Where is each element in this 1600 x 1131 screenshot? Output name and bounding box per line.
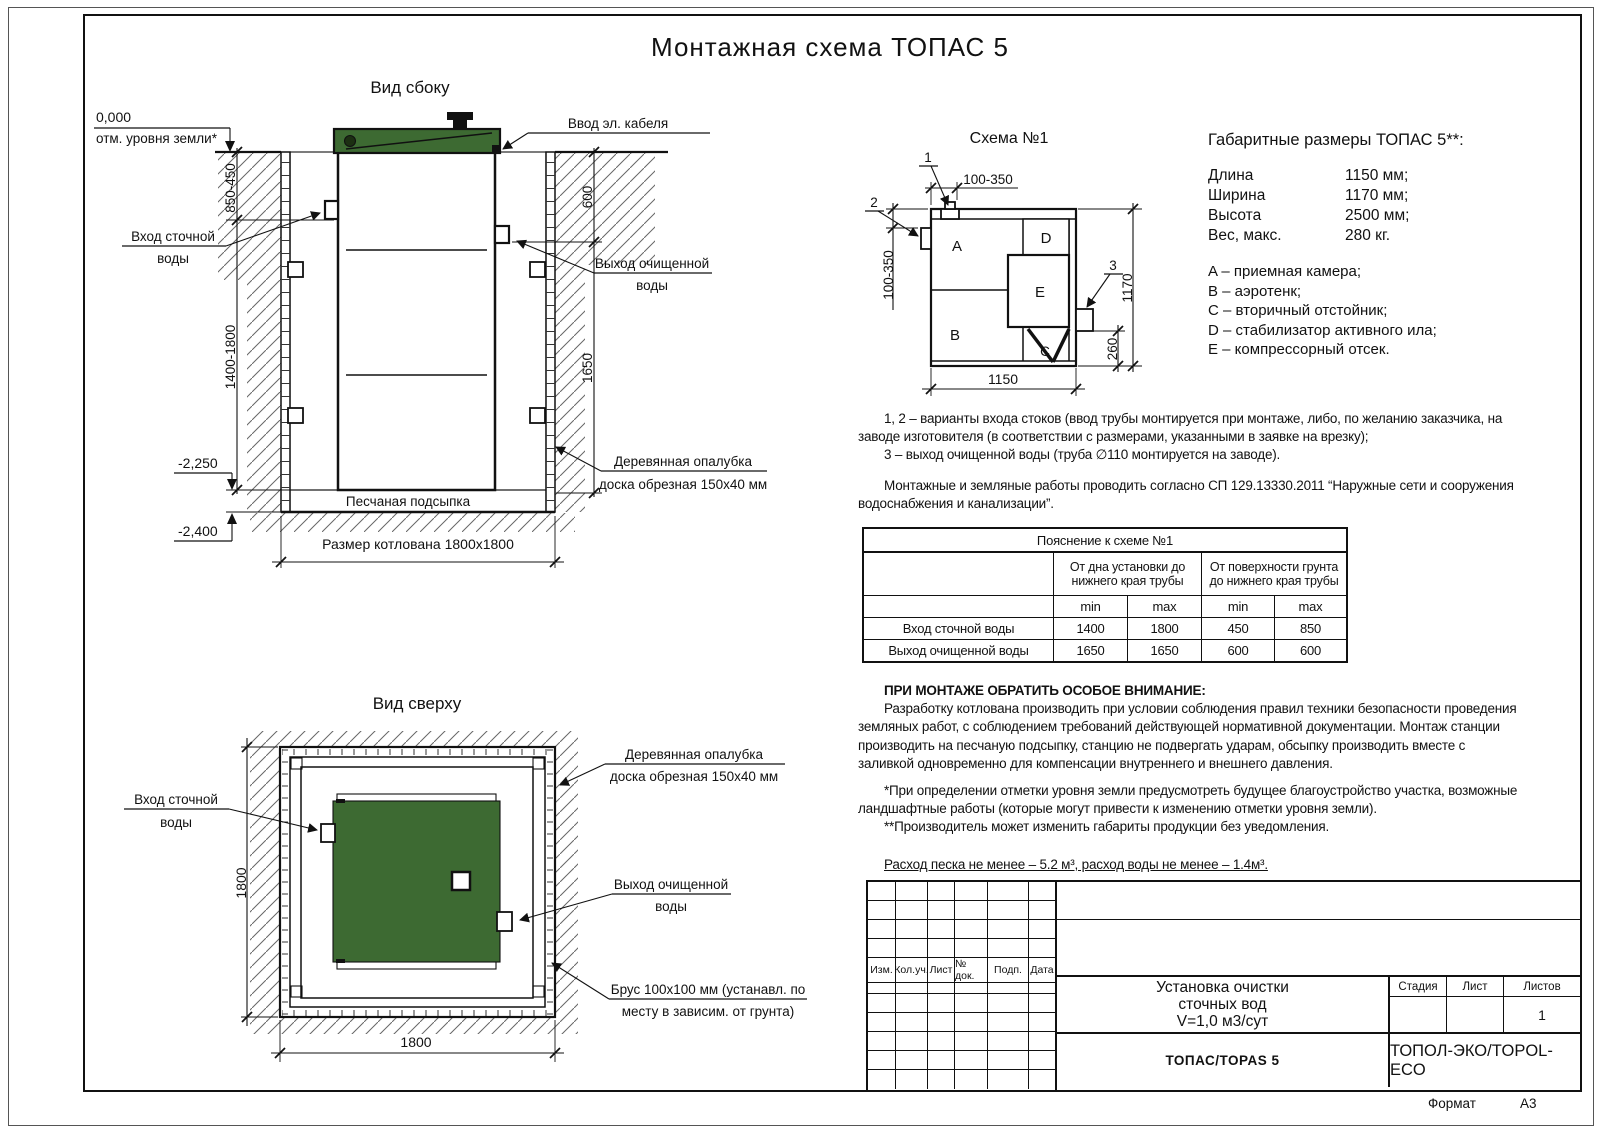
callout-1: 1 [924,150,932,165]
stamp-bottom-row [1057,1034,1580,1087]
attention-title: ПРИ МОНТАЖЕ ОБРАТИТЬ ОСОБОЕ ВНИМАНИЕ: [884,683,1206,698]
lid-latch-icon [345,136,356,147]
stamp-row [868,939,1055,958]
sp-standard-note: Монтажные и земляные работы проводить согласно СП 129.13330.2011 “Наружные сети и сооружения водоснабжения и канализации”. [858,477,1514,511]
svg-text:Ввод эл. кабеля: Ввод эл. кабеля [567,116,669,131]
dim-left-100-350: 100-350 [881,250,896,300]
group1-header: От дна установки до нижнего края трубы [1054,551,1202,595]
sheets-header: Листов [1504,977,1580,997]
table-title: Пояснение к схеме №1 [1036,532,1174,548]
dim-1170: 1170 [1120,273,1135,303]
cable-entry-point [492,145,501,153]
inlet-pipe-stub [325,201,338,219]
schema-title: Схема №1 [969,130,1049,147]
sand-bed-label: Песчаная подсыпка [345,494,471,509]
dim-1150: 1150 [987,371,1019,387]
legend-item: B – аэротенк; [1208,282,1302,300]
stamp-row [868,1070,1055,1089]
svg-text:Деревянная опалубка: Деревянная опалубка [624,747,764,762]
sand-consumption-note: Расход песка не менее – 5.2 м³, расход воды не менее – 1.4м³. [884,857,1268,872]
dimensions-heading: Габаритные размеры ТОПАС 5**: [1208,131,1464,149]
svg-text:доска обрезная 150x40 мм: доска обрезная 150x40 мм [609,769,779,784]
callout-2: 2 [870,195,878,210]
legend-item: D – стабилизатор активного ила; [1208,321,1437,339]
stamp-row [868,975,1055,994]
footnotes-block [858,782,1524,837]
legend-item: C – вторичный отстойник; [1208,302,1388,319]
svg-text:Выход очищенной: Выход очищенной [613,877,729,892]
svg-text:1800: 1800 [400,1034,432,1050]
overall-dimensions-block [1208,130,1548,360]
svg-text:Вход сточной: Вход сточной [134,792,218,807]
compartment-e-label: E [1034,284,1046,301]
tank-lid-top [333,801,500,962]
sheet-value [1447,997,1504,1032]
compartment-b-label: B [949,327,961,344]
legend-item: E – компрессорный отсек. [1208,341,1390,358]
vent-cap-icon [447,112,473,120]
stamp-row [868,1051,1055,1070]
product-name: ТОПАС/TOPAS 5 [1057,1034,1390,1087]
format-value: А3 [1520,1096,1537,1111]
variants-note-line2: 3 – выход очищенной воды (труба ∅110 монтируется на заводе). [884,447,1281,463]
svg-text:доска обрезная 150x40 мм: доска обрезная 150x40 мм [598,477,768,492]
schema-1 [865,130,1142,396]
stamp-empty-row [1057,882,1580,920]
compartment-a-label: A [951,238,963,255]
stage-header: Стадия [1390,977,1447,997]
document-title: Установка очистки сточных вод V=1,0 м3/сут [1057,977,1390,1032]
footnote-land: *При определении отметки уровня земли предусмотреть будущее благоустройство участка, возможные ландшафтные работы (которые могут привести к изменению отметки уровня земли). [858,783,1518,817]
cable-callout [503,116,710,149]
attention-body: Разработку котлована производить при условии соблюдения правил техники безопасности проведения земляных работ, с соблюдением требований действующей нормативной документации. Монтаж станции производить на песчаную подсыпку, станцию не подвергать ударам, обсыпку производить вместе с заливкой одновременно для компенсации внутреннего и внешнего давления. [858,701,1517,771]
top-view-title: Вид сверху [372,694,462,713]
side-view-title: Вид сбоку [370,78,450,97]
stamp-row [868,882,1055,901]
svg-text:Брус 100x100 мм (устанавл. по: Брус 100x100 мм (устанавл. по [610,982,806,997]
dim-row-height: Высота 2500 мм; [1208,207,1410,224]
elevation-mark-zero [94,109,235,152]
stamp-row [868,901,1055,920]
stage-value [1390,997,1447,1032]
dim-row-weight: Вес, макс. 280 кг. [1208,227,1391,244]
inlet-pipe-stub-top [321,824,335,842]
dim-row-width: Ширина 1170 мм; [1208,187,1409,204]
dim-260: 260 [1105,337,1120,361]
sheets-value: 1 [1538,1006,1546,1023]
tank-lid [334,112,501,153]
svg-text:Выход очищенной: Выход очищенной [594,256,710,271]
svg-text:воды: воды [655,899,687,914]
dim-850-450: 850-450 [223,163,238,213]
dim-top-100-350: 100-350 [963,172,1013,187]
page-title: Монтажная схема ТОПАС 5 [651,32,1009,62]
compartment-d-label: D [1040,230,1052,247]
explanation-table [862,527,1348,663]
legend-item: A – приемная камера; [1208,263,1362,280]
zero-mark-label: 0,000 [96,109,132,125]
attention-block [858,682,1524,773]
svg-text:воды: воды [160,815,192,830]
callout-3: 3 [1109,258,1117,273]
outlet-pipe-stub-top [497,912,512,931]
svg-text:Деревянная опалубка: Деревянная опалубка [613,454,753,469]
company-name: ТОПОЛ-ЭКО/TOPOL-ECO [1390,1041,1553,1079]
tank-body [338,152,495,490]
svg-text:воды: воды [636,278,668,293]
svg-text:-2,400: -2,400 [178,523,218,539]
compartment-legend [1208,262,1548,360]
pipe-variants-note [858,410,1520,513]
stamp-right [1057,882,1580,1090]
svg-text:месту в зависим. от грунта): месту в зависим. от грунта) [621,1004,795,1019]
stamp-row [868,920,1055,939]
dim-row-length: Длина 1150 мм; [1208,167,1409,184]
dim-1650: 1650 [580,352,595,384]
footnote-manufacturer: **Производитель может изменить габариты продукции без уведомления. [884,819,1330,835]
stamp-empty-row [1057,920,1580,977]
elevation-mark-2250 [174,455,237,490]
svg-text:воды: воды [157,251,189,266]
svg-text:1800: 1800 [233,867,249,899]
top-view [124,694,807,1062]
outlet-pipe-stub [495,226,509,243]
format-label: Формат [1428,1096,1476,1111]
formwork-callout [556,447,767,492]
svg-text:-2,250: -2,250 [178,455,218,471]
variants-note-line1: 1, 2 – варианты входа стоков (ввод трубы монтируется при монтаже, либо, по желанию заказчика, на заводе изготовителя (в соответствии с размерами, указанными в заявке на врезку); [858,411,1503,445]
dim-600: 600 [580,185,595,209]
stamp-row [868,1013,1055,1032]
group2-header: От поверхности грунта до нижнего края трубы [1202,551,1346,595]
table-minmax-row: min max min max [864,595,1346,617]
stamp-header-row: Изм. Кол.уч. Лист № док. Подп. Дата [868,958,1055,975]
pit-size-label: Размер котлована 1800x1800 [322,536,514,552]
table-group-header [864,551,1346,595]
side-view [94,78,767,568]
stamp-grid [868,882,1057,1090]
table-row: Выход очищенной воды 1650 1650 600 600 [864,639,1346,661]
ground-mark-label: отм. уровня земли* [96,131,217,146]
table-row: Вход сточной воды 1400 1800 450 850 [864,617,1346,639]
compartment-c-label: C [1040,344,1050,359]
lid-hatch-icon [452,872,470,890]
formwork-callout-top [560,747,785,785]
sheet-header: Лист [1447,977,1504,997]
title-block [866,880,1582,1092]
dim-1400-1800: 1400-1800 [223,324,238,390]
stamp-row [868,1032,1055,1051]
stamp-doc-row [1057,977,1580,1034]
svg-text:Вход сточной: Вход сточной [131,229,215,244]
stamp-row [868,994,1055,1013]
beam-callout [552,963,807,1019]
